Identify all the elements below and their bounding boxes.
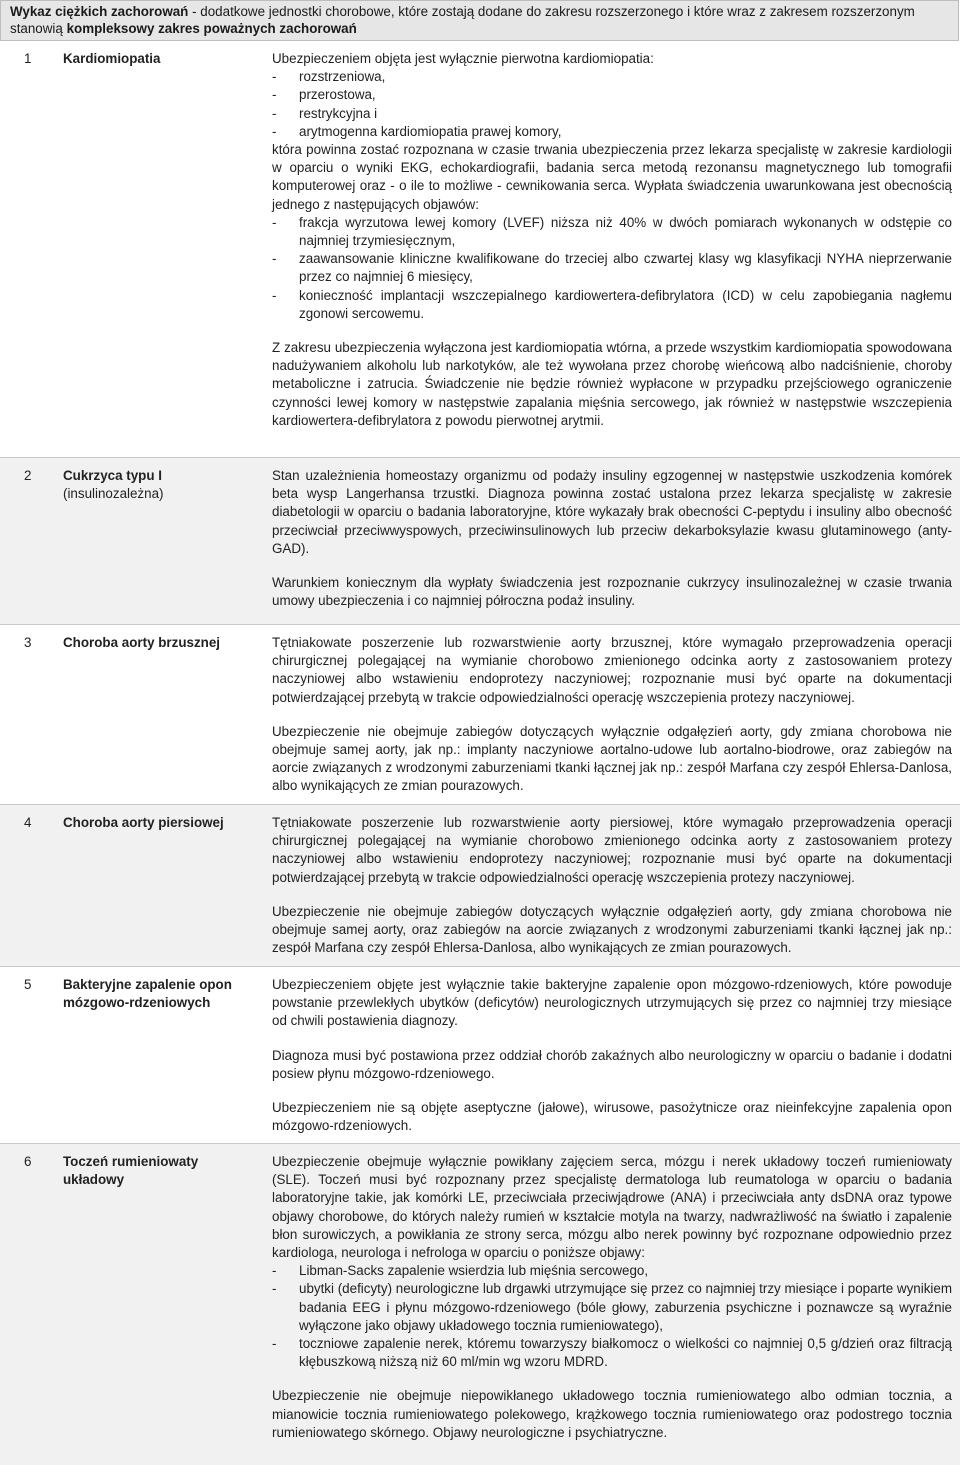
header-emphasis: kompleksowy zakres poważnych zachorowań bbox=[66, 21, 357, 36]
list-item: - ubytki (deficyty) neurologiczne lub drgawki utrzymujące się przez co najmniej trzy miesiące i poparte wynikiem badania EEG i płynu mózgowo-rdzeniowego (bóle głowy, zaburzenia psychiczne i poznawcze są wyraźnie wyłączone jako objawy układowego tocznia rumieniowatego), bbox=[272, 1280, 952, 1335]
entry-kardiomiopatia bbox=[0, 41, 960, 458]
entry-description bbox=[272, 50, 952, 430]
entry-number: 5 bbox=[24, 977, 32, 992]
symptom-list bbox=[272, 214, 952, 323]
entry-paragraph: Tętniakowate poszerzenie lub rozwarstwienie aorty piersiowej, które wymagało przeprowadzenia operacji chirurgicznej polegającej na wymianie chorobowo zmienionego odcinka aorty z zastosowaniem protezy naczyniowej albo wstawieniu endoprotezy naczyniowej; rozpoznanie musi być oparte na dokumentacji potwierdzającej przebytą w trakcie odpowiedzialności operację wszczepienia protezy naczyniowej. bbox=[272, 815, 952, 885]
entry-title bbox=[63, 1153, 263, 1189]
entry-title: Choroba aorty piersiowej bbox=[63, 815, 224, 830]
entry-title-line: Bakteryjne zapalenie opon bbox=[63, 977, 232, 992]
list-item: - restrykcyjna i bbox=[272, 105, 952, 123]
list-item: - frakcja wyrzutowa lewej komory (LVEF) niższa niż 40% w dwóch pomiarach wykonanych w odstępie co najmniej trzymiesięcznym, bbox=[272, 214, 952, 250]
entry-paragraph: Ubezpieczeniem objęte jest wyłącznie takie bakteryjne zapalenie opon mózgowo-rdzeniowych, które powoduje powstanie przewlekłych ubytków (deficytów) neurologicznych utrzymujących się przez co najmniej trzy miesiące od chwili postawienia diagnozy. bbox=[272, 977, 952, 1029]
list-item: - toczniowe zapalenie nerek, któremu towarzyszy białkomocz o wielkości co najmniej 0,5 g/dzień oraz filtracją kłębuszkową niższą niż 60 ml/min wg wzoru MDRD. bbox=[272, 1335, 952, 1371]
header-title: Wykaz ciężkich zachorowań bbox=[10, 4, 189, 19]
entry-paragraph: Tętniakowate poszerzenie lub rozwarstwienie aorty brzusznej, które wymagało przeprowadzenia operacji chirurgicznej polegającej na wymianie chorobowo zmienionego odcinka aorty z zastosowaniem protezy naczyniowej albo wstawieniu endoprotezy naczyniowej; rozpoznanie musi być oparte na dokumentacji potwierdzającej przebytą w trakcie odpowiedzialności operację wszczepienia protezy naczyniowej. bbox=[272, 635, 952, 705]
entry-title bbox=[63, 467, 263, 503]
entry-number: 4 bbox=[24, 815, 32, 830]
list-item: - arytmogenna kardiomiopatia prawej komory, bbox=[272, 123, 952, 141]
entry-description bbox=[272, 467, 952, 610]
entry-paragraph: która powinna zostać rozpoznana w czasie trwania ubezpieczenia przez lekarza specjalistę w zakresie kardiologii w oparciu o wyniki EKG, echokardiografii, badania serca metodą rezonansu magnetycznego lub tomografii komputerowej oraz - o ile to możliwe - cewnikowania serca. Wypłata świadczenia uwarunkowana jest obecnością jednego z następujących objawów: bbox=[272, 142, 952, 212]
entry-paragraph: Ubezpieczenie obejmuje wyłącznie powikłany zajęciem serca, mózgu i nerek układowy toczeń rumieniowaty (SLE). Toczeń musi być rozpoznany przez specjalistę dermatologa lub reumatologa w oparciu o badania laboratoryjne takie, jak komórki LE, przeciwciała przeciwjądrowe (ANA) i przeciwciała anty dsDNA oraz typowe objawy chorobowe, do których należy rumień w kształcie motyla na twarzy, nadwrażliwość na światło i zapalenie błon surowiczych, a powikłania ze strony serca, mózgu albo nerek powinny być rozpoznane odpowiednio przez kardiologa, neurologa i nefrologa w oparciu o poniższe objawy: bbox=[272, 1154, 952, 1261]
entry-number: 3 bbox=[24, 635, 32, 650]
entry-title: Choroba aorty brzusznej bbox=[63, 635, 220, 650]
symptom-list bbox=[272, 1262, 952, 1371]
list-item: - konieczność implantacji wszczepialnego kardiowertera-defibrylatora (ICD) w celu zapobiegania nagłemu zgonowi sercowemu. bbox=[272, 287, 952, 323]
list-item: - rozstrzeniowa, bbox=[272, 68, 952, 86]
entry-description bbox=[272, 634, 952, 796]
entry-paragraph: Ubezpieczeniem nie są objęte aseptyczne (jałowe), wirusowe, pasożytnicze oraz nieinfekcyjne zapalenia opon mózgowo-rdzeniowych. bbox=[272, 1100, 952, 1134]
entry-title-line: układowy bbox=[63, 1172, 125, 1188]
entry-title bbox=[63, 976, 263, 1012]
entry-number: 6 bbox=[24, 1154, 32, 1169]
entry-number: 2 bbox=[24, 468, 32, 483]
entry-paragraph: Stan uzależnienia homeostazy organizmu od podaży insuliny egzogennej w następstwie uszkodzenia komórek beta wysp Langerhansa trzustki. Diagnoza powinna zostać ustalona przez lekarza specjalistę w zakresie diabetologii w oparciu o badania laboratoryjne, które wykazały brak obecności C-peptydu i insuliny albo obecność przeciwciał przeciwwyspowych, przeciwinsulinowych lub przeciw dekarboksylazie kwasu glutaminowego (anty-GAD). bbox=[272, 468, 952, 556]
entry-aorta-piersiowa bbox=[0, 805, 960, 967]
entry-paragraph: Ubezpieczenie nie obejmuje zabiegów dotyczących wyłącznie odgałęzień aorty, gdy zmiana chorobowa nie obejmuje samej aorty, oraz zabiegów na aorcie związanych z wrodzonymi zaburzeniami tkanki łącznej jak np.: zespół Marfana czy zespół Ehlersa-Danlosa, albo wynikających ze zmian pourazowych. bbox=[272, 903, 952, 956]
entry-zapalenie-opon bbox=[0, 967, 960, 1144]
list-item: - przerostowa, bbox=[272, 86, 952, 104]
entry-description bbox=[272, 814, 952, 957]
entry-description bbox=[272, 976, 952, 1135]
entry-paragraph: Ubezpieczenie nie obejmuje niepowikłanego układowego tocznia rumieniowatego albo odmian tocznia, a mianowicie tocznia rumieniowatego polekowego, krążkowego tocznia rumieniowatego oraz podostrego tocznia rumieniowatego skórnego. Objawy neurologiczne i psychiatryczne. bbox=[272, 1388, 952, 1440]
entry-title-line: Cukrzyca typu I bbox=[63, 468, 162, 483]
entry-title: Kardiomiopatia bbox=[63, 51, 161, 66]
entry-paragraph: Ubezpieczeniem objęta jest wyłącznie pierwotna kardiomiopatia: bbox=[272, 51, 654, 66]
entry-title-line: (insulinozależna) bbox=[63, 486, 164, 502]
entry-title-line: mózgowo-rdzeniowych bbox=[63, 995, 211, 1011]
entry-cukrzyca bbox=[0, 458, 960, 625]
document-header bbox=[0, 0, 959, 41]
entry-number: 1 bbox=[24, 51, 32, 66]
entry-paragraph: Ubezpieczenie nie obejmuje zabiegów dotyczących wyłącznie odgałęzień aorty, gdy zmiana chorobowa nie obejmuje samej aorty, jak np.: implanty naczyniowe aortalno-udowe lub aortalno-biodrowe, oraz zabiegów na aorcie związanych z wrodzonymi zaburzeniami tkanki łącznej jak np.: zespół Marfana czy zespół Ehlersa-Danlosa, albo wynikających ze zmian pourazowych. bbox=[272, 723, 952, 794]
header-intro: - dodatkowe jednostki chorobowe, które zostają dodane do zakresu rozszerzonego i które wraz z zakresem rozszerzonym stanowią bbox=[10, 4, 915, 36]
type-list bbox=[272, 68, 952, 141]
entry-paragraph: Warunkiem koniecznym dla wypłaty świadczenia jest rozpoznanie cukrzycy insulinozależnej w czasie trwania umowy ubezpieczenia i co najmniej półroczna podaż insuliny. bbox=[272, 575, 952, 609]
list-item: - Libman-Sacks zapalenie wsierdzia lub mięśnia sercowego, bbox=[272, 1262, 952, 1280]
entry-toczen bbox=[0, 1144, 960, 1465]
entry-aorta-brzuszna bbox=[0, 625, 960, 805]
entry-title-line: Toczeń rumieniowaty bbox=[63, 1154, 199, 1169]
entry-paragraph: Diagnoza musi być postawiona przez oddział chorób zakaźnych albo neurologiczny w oparciu o badanie i dodatni posiew płynu mózgowo-rdzeniowego. bbox=[272, 1047, 952, 1081]
entry-description bbox=[272, 1153, 952, 1442]
entry-paragraph: Z zakresu ubezpieczenia wyłączona jest kardiomiopatia wtórna, a przede wszystkim kardiomiopatia spowodowana nadużywaniem alkoholu lub narkotyków, ale też wywołana przez chorobę wieńcową albo nadciśnienie, choroby metaboliczne i zatrucia. Świadczenie nie będzie również wypłacone w przypadku przejściowego ograniczenie czynności lewej komory w następstwie zapalania mięśnia sercowego, jak również w następstwie wszczepienia kardiowertera-defibrylatora z powodu pierwotnej arytmii. bbox=[272, 340, 952, 428]
list-item: - zaawansowanie kliniczne kwalifikowane do trzeciej albo czwartej klasy wg klasyfikacji NYHA nieprzerwanie przez co najmniej 6 miesięcy, bbox=[272, 250, 952, 286]
